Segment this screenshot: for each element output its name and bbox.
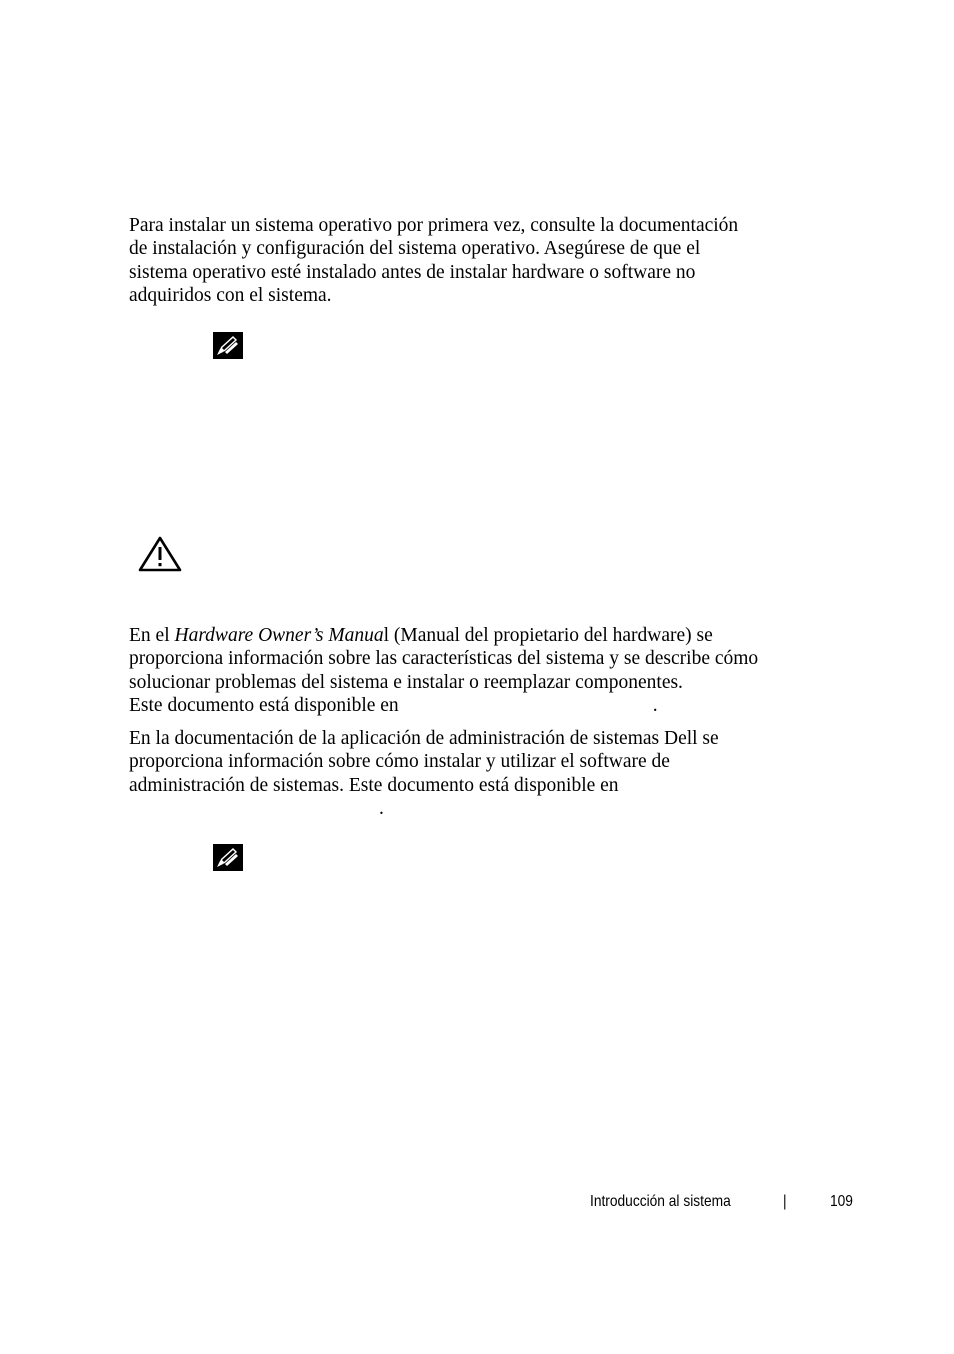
manual-line-4-text: Este documento está disponible en [129,694,399,716]
install-line-4: adquiridos con el sistema. [129,284,332,306]
manual-line-1-suffix: l (Manual del propietario del hardware) se [383,625,713,646]
manual-line-4 [129,694,869,717]
install-line-2: de instalación y configuración del sistema operativo. Asegúrese de que el [129,238,701,260]
sysmgmt-line-2: proporciona información sobre cómo instalar y utilizar el software de [129,751,670,773]
install-line-3: sistema operativo esté instalado antes de instalar hardware o software no [129,261,696,283]
footer-section-title: Introducción al sistema [590,1193,731,1210]
sysmgmt-line-1: En la documentación de la aplicación de administración de sistemas Dell se [129,728,719,749]
page-number: 109 [830,1193,853,1210]
manual-line-4-period: . [652,694,658,716]
footer-separator: | [783,1193,787,1210]
hardware-manual-paragraph [129,624,869,717]
manual-title-italic: Hardware Owner’s Manua [174,625,384,646]
sysmgmt-line-4-period: . [379,797,384,819]
manual-line-1-prefix: En el [129,625,175,646]
manual-line-2: proporciona información sobre las características del sistema y se describe cómo [129,648,759,670]
note-pencil-icon [213,332,243,359]
install-line-1: Para instalar un sistema operativo por primera vez, consulte la documentación [129,215,739,236]
note-pencil-icon [213,844,243,871]
sysmgmt-line-4 [129,797,869,820]
install-os-paragraph [129,214,869,307]
manual-line-3: solucionar problemas del sistema e instalar o reemplazar componentes. [129,671,683,693]
manual-line-1 [129,624,869,647]
systems-management-paragraph [129,727,869,820]
warning-triangle-icon [138,536,182,572]
sysmgmt-line-3: administración de sistemas. Este documento está disponible en [129,774,619,796]
